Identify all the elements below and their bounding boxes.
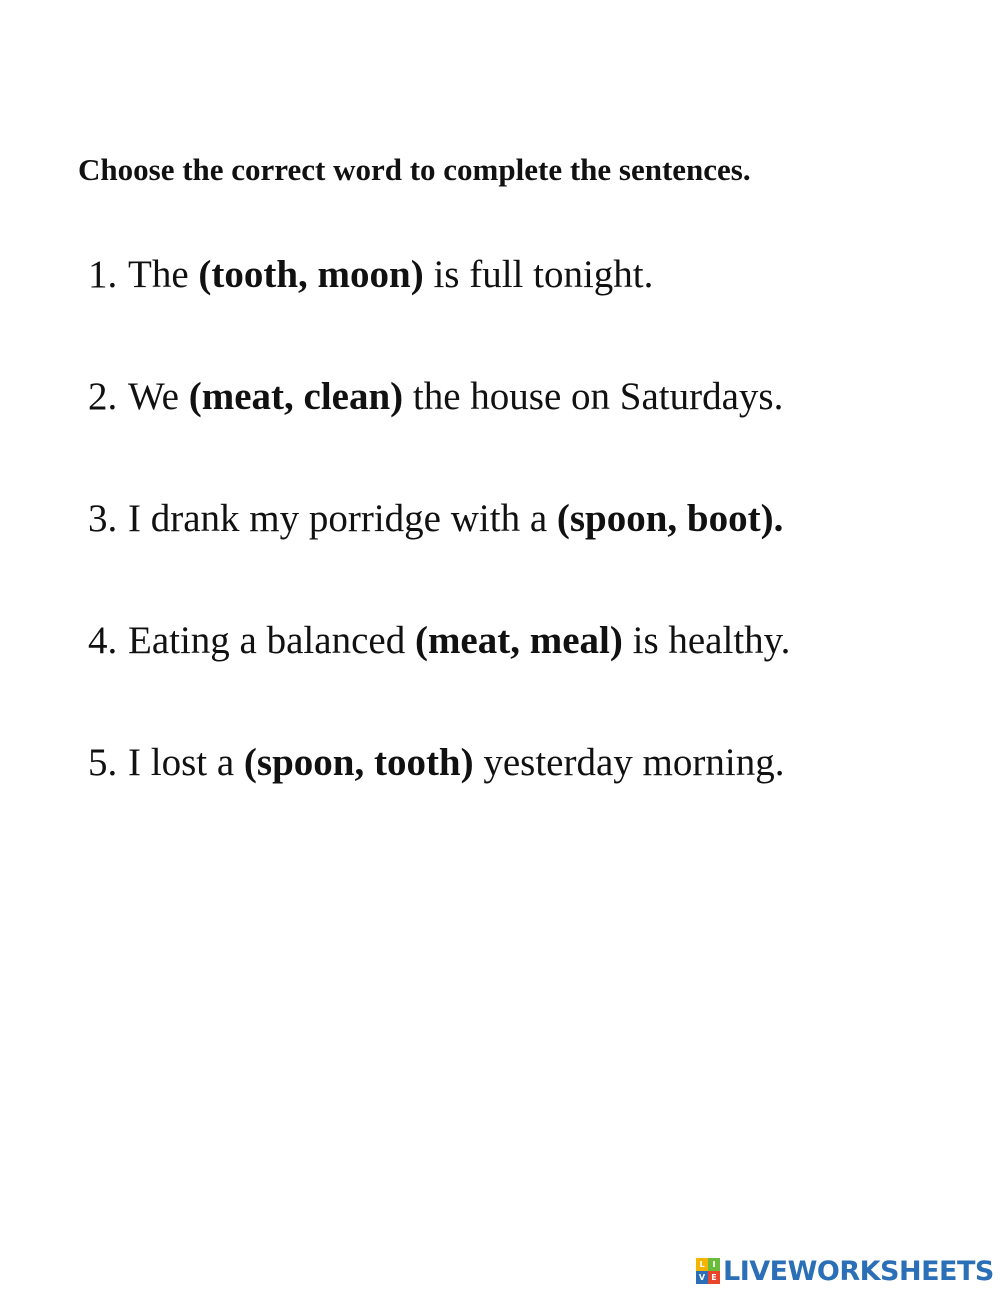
- logo-mark-letter: V: [696, 1271, 708, 1284]
- sentence-text-before: We: [128, 375, 189, 418]
- sentence-item: [88, 377, 783, 416]
- sentence-item: [88, 743, 784, 782]
- sentence-text-after: is healthy.: [622, 619, 791, 662]
- item-number: 2.: [88, 375, 118, 418]
- item-number: 4.: [88, 619, 118, 662]
- sentence-text-after: the house on Saturdays.: [403, 375, 784, 418]
- sentence-text-after: yesterday morning.: [473, 741, 785, 784]
- logo-text: LIVEWORKSHEETS: [723, 1255, 994, 1287]
- logo-mark-letter: I: [708, 1258, 720, 1271]
- sentence-text-before: I drank my porridge with a: [128, 497, 557, 540]
- sentence-item: [88, 621, 790, 660]
- word-choice[interactable]: (spoon, tooth): [243, 741, 474, 784]
- instruction-heading: Choose the correct word to complete the sentences.: [78, 152, 751, 187]
- item-number: 3.: [88, 497, 118, 540]
- word-choice[interactable]: (meat, clean): [188, 375, 404, 418]
- sentence-item: [88, 255, 653, 294]
- sentence-text-before: I lost a: [128, 741, 244, 784]
- liveworksheets-logo[interactable]: [696, 1256, 994, 1286]
- sentence-text-before: The: [128, 253, 199, 296]
- word-choice[interactable]: (spoon, boot).: [556, 497, 784, 540]
- sentence-text-before: Eating a balanced: [128, 619, 415, 662]
- logo-mark-icon: [696, 1258, 720, 1284]
- word-choice[interactable]: (tooth, moon): [198, 253, 424, 296]
- logo-mark-letter: L: [696, 1258, 708, 1271]
- item-number: 1.: [88, 253, 118, 296]
- item-number: 5.: [88, 741, 118, 784]
- logo-mark-letter: E: [708, 1271, 720, 1284]
- sentence-text-after: is full tonight.: [423, 253, 654, 296]
- word-choice[interactable]: (meat, meal): [414, 619, 623, 662]
- sentence-item: [88, 499, 783, 538]
